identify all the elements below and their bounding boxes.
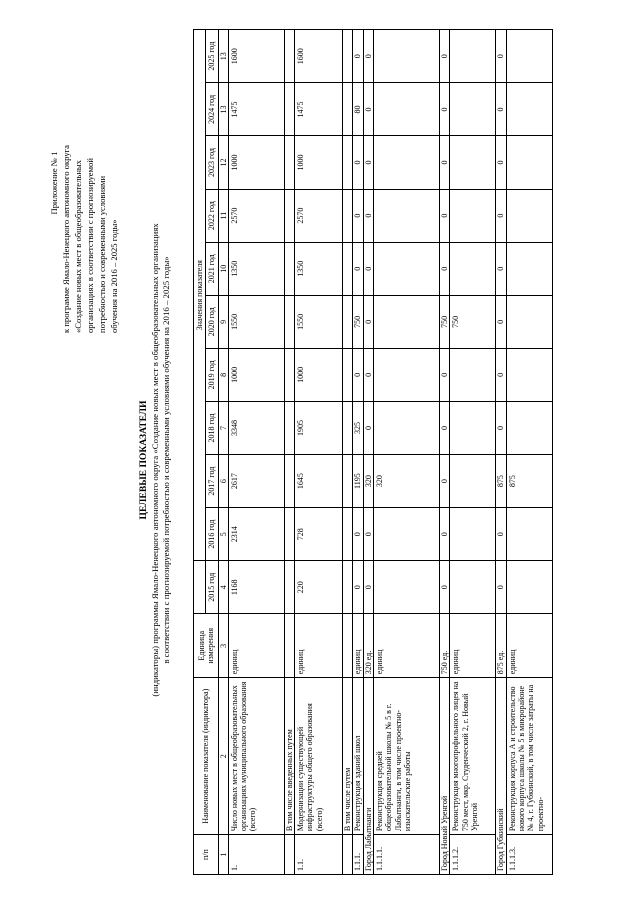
table-row: В том числе введенных путем xyxy=(284,30,294,875)
table-row: В том числе путем xyxy=(343,30,353,875)
appendix-header xyxy=(48,33,120,333)
appendix-line: к программе Ямало-Ненецкого автономного округа xyxy=(61,145,71,333)
table-row: 1.1.1.3. Реконструкция корпуса А и строительство нового корпуса школы № 5 в микрорайоне № 4, г. Губкинский, в том числе затраты на проектно- единиц 875 xyxy=(506,30,552,875)
year-header: 2019 год xyxy=(206,348,218,401)
document-subtitle: (индикаторы) программы Ямало-Ненецкого автономного округа «Создание новых мест в общеобразовательных организациях xyxy=(150,223,160,697)
year-header: 2025 год xyxy=(206,30,218,83)
table-row: 1.1.1.2. Реконструкция многопрофильного лицея на 750 мест, мкр. Студенческий 2, г. Новый Уренгой единиц 750 xyxy=(450,30,496,875)
year-header: 2023 год xyxy=(206,136,218,189)
appendix-line: организациях в соответствии с прогнозируемой xyxy=(85,158,95,333)
table-row: 1. Число новых мест в общеобразовательных организациях муниципального образования (всего) единиц 1168 2314 2617 3348 1000 1550 1350 2570 1000 1475 1600 xyxy=(228,30,284,875)
document-title-block xyxy=(138,75,172,845)
year-header: 2016 год xyxy=(206,508,218,561)
table-row: 1.1.1.1. Реконструкция средней общеобразовательной школы № 5 в г. Лабытнанги, в том числе проектно-изыскательские работы единиц 320 xyxy=(374,30,440,875)
table-header-row xyxy=(194,30,206,875)
appendix-number: Приложение № 1 xyxy=(49,151,59,215)
column-header-group: Значения показателя xyxy=(194,30,206,561)
year-header: 2021 год xyxy=(206,242,218,295)
appendix-line: обучения на 2016 – 2025 годы» xyxy=(109,219,119,333)
year-header: 2017 год xyxy=(206,455,218,508)
column-header: п/п xyxy=(194,835,219,875)
year-header: 2018 год xyxy=(206,401,218,454)
year-header: 2024 год xyxy=(206,83,218,136)
table-row-locality: Город Новый Уренгой 750 ед. 0 0 0 0 0 750 0 0 0 0 0 xyxy=(440,30,450,875)
document-title: ЦЕЛЕВЫЕ ПОКАЗАТЕЛИ xyxy=(138,400,149,520)
year-header: 2020 год xyxy=(206,295,218,348)
table-row: 1.1.1. Реконструкция зданий школ единиц 0 0 1195 325 0 750 0 0 0 80 0 xyxy=(353,30,363,875)
table-row: 1.1. Модернизации существующей инфраструктуры общего образования (всего) единиц 220 728 1645 1905 1000 1550 1350 2570 1000 1475 1600 xyxy=(295,30,343,875)
year-header: 2022 год xyxy=(206,189,218,242)
document-subtitle: в соответствии с прогнозируемой потребностью и современными условиями обучения на 2016 – 2025 годы» xyxy=(161,256,171,664)
column-header: Единица измерения xyxy=(194,614,219,678)
indicators-table xyxy=(193,29,553,875)
column-number-row: 1 2 3 4 5 6 7 8 9 10 11 12 13 13 xyxy=(218,30,228,875)
appendix-line: потребностью и современными условиями xyxy=(97,175,107,333)
column-header: Наименование показателя (индикатора) xyxy=(194,678,219,835)
appendix-line: «Создание новых мест в общеобразовательных xyxy=(73,160,83,333)
table-row-locality: Город Губкинский 875 ед. 0 0 875 0 0 0 0 0 0 0 0 xyxy=(496,30,506,875)
year-header: 2015 год xyxy=(206,561,218,614)
table-row-locality: Город Лабытнанги 320 ед. 0 0 320 0 0 0 0 0 0 0 0 xyxy=(363,30,373,875)
